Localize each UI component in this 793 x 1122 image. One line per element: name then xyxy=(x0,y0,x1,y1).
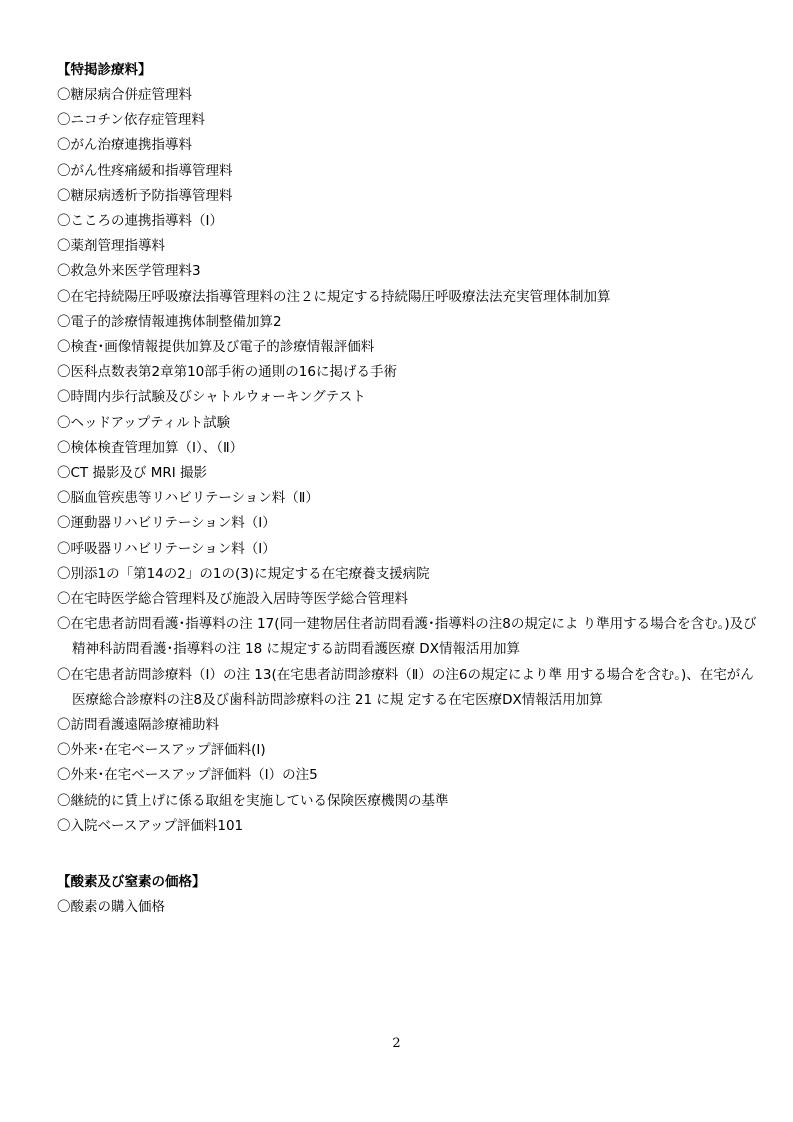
list-item: 〇入院ベースアップ評価料101 xyxy=(57,817,244,834)
list-item: 〇脳血管疾患等リハビリテーション料（Ⅱ） xyxy=(57,490,319,507)
list-item: 〇ヘッドアップティルト試験 xyxy=(57,414,231,431)
list-item: 〇救急外来医学管理料3 xyxy=(57,263,201,280)
list-item: 〇がん性疼痛緩和指導管理料 xyxy=(57,162,233,179)
item-list xyxy=(57,83,757,839)
item-list xyxy=(57,895,757,920)
list-item: 〇電子的診療情報連携体制整備加算2 xyxy=(57,313,282,330)
section-title: 【酸素及び窒素の価格】 xyxy=(57,874,206,890)
list-item: 〇在宅時医学総合管理料及び施設入居時等医学総合管理料 xyxy=(57,591,408,608)
list-item: 〇糖尿病合併症管理料 xyxy=(57,87,192,103)
list-item: 〇在宅患者訪問看護･指導料の注 17(同一建物居住者訪問看護･指導料の注8の規定によ り準用する場合を含む。)及び精神科訪問看護･指導料の注 18 に規定する訪問看護医療 DX情報活用加算 xyxy=(57,616,757,658)
section-oxygen-nitrogen-prices xyxy=(57,870,757,920)
list-item: 〇訪問看護遠隔診療補助料 xyxy=(57,717,219,734)
list-item: 〇薬剤管理指導料 xyxy=(57,238,165,255)
list-item: 〇CT 撮影及び MRI 撮影 xyxy=(57,465,208,482)
list-item: 〇酸素の購入価格 xyxy=(57,899,165,915)
list-item: 〇呼吸器リハビリテーション料（Ⅰ） xyxy=(57,540,276,557)
list-item: 〇在宅持続陽圧呼吸療法指導管理料の注２に規定する持続陽圧呼吸療法法充実管理体制加算 xyxy=(57,288,611,305)
list-item: 〇検体検査管理加算（Ⅰ）、（Ⅱ） xyxy=(57,439,244,456)
list-item: 〇糖尿病透析予防指導管理料 xyxy=(57,187,233,204)
list-item: 〇別添1の「第14の2」の1の(3)に規定する在宅療養支援病院 xyxy=(57,565,430,582)
list-item: 〇こころの連携指導料（Ⅰ） xyxy=(57,213,223,230)
section-title: 【特掲診療料】 xyxy=(57,62,152,78)
list-item: 〇医科点数表第2章第10部手術の通則の16に掲げる手術 xyxy=(57,364,397,381)
list-item: 〇外来･在宅ベースアップ評価料（Ⅰ）の注5 xyxy=(57,767,318,784)
list-item: 〇時間内歩行試験及びシャトルウォーキングテスト xyxy=(57,389,366,406)
section-special-medical-fees xyxy=(57,58,757,839)
list-item: 〇検査･画像情報提供加算及び電子的診療情報評価料 xyxy=(57,339,375,356)
list-item: 〇ニコチン依存症管理料 xyxy=(57,112,205,129)
list-item: 〇運動器リハビリテーション料（Ⅰ） xyxy=(57,515,276,532)
page-number: 2 xyxy=(392,1036,401,1051)
list-item: 〇外来･在宅ベースアップ評価料(Ⅰ) xyxy=(57,742,266,759)
list-item: 〇在宅患者訪問診療料（Ⅰ）の注 13(在宅患者訪問診療料（Ⅱ）の注6の規定により準 用する場合を含む。)、在宅がん医療総合診療料の注8及び歯科訪問診療料の注 21 に規 定する在宅医療DX情報活用加算 xyxy=(57,666,754,708)
list-item: 〇がん治療連携指導料 xyxy=(57,137,192,154)
list-item: 〇継続的に賃上げに係る取組を実施している保険医療機関の基準 xyxy=(57,792,449,809)
